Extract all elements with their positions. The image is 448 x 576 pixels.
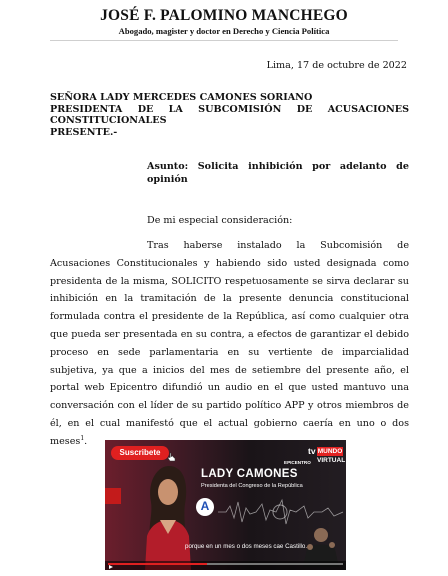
progress-fill (108, 563, 207, 565)
speaker-name: LADY CAMONES (201, 468, 298, 480)
letterhead-divider (50, 40, 398, 41)
channel-logo (305, 446, 345, 470)
channel-logo-virtual: VIRTUAL (317, 457, 346, 464)
addressee-title: PRESIDENTA DE LA SUBCOMISIÓN DE ACUSACIONES (50, 103, 409, 115)
speaker-role: Presidenta del Congreso de la República (201, 483, 303, 489)
subject-line: Asunto: Solicita inhibición por adelanto de opinión (147, 161, 409, 185)
source-tag: EPICENTRO (284, 460, 311, 465)
footnote-reference[interactable]: 1 (80, 434, 85, 442)
addressee-line-2 (50, 104, 409, 116)
addressee-line-3: CONSTITUCIONALES (50, 115, 167, 126)
video-controls (105, 561, 346, 570)
party-logo-letter: A (200, 499, 210, 513)
body-paragraph (50, 237, 409, 451)
letterhead-subtitle: Abogado, magister y doctor en Derecho y Ciencia Política (118, 26, 330, 36)
addressee-line-1: SEÑORA LADY MERCEDES CAMONES SORIANO (50, 92, 313, 103)
letterhead-name: JOSÉ F. PALOMINO MANCHEGO (100, 7, 348, 24)
play-icon[interactable] (109, 565, 113, 569)
red-band-decoration (105, 488, 121, 504)
channel-logo-mundo: MUNDO (317, 448, 343, 455)
embedded-video-screenshot[interactable] (105, 440, 346, 570)
cursor-hand-icon (167, 452, 177, 462)
body-paragraph-text: Tras haberse instalado la Subcomisión de Acusaciones Constitucionales y habiendo sido usted designada como presidenta de la misma, SOLICITO respetuosamente se sirva declarar su inhibición en la tramitación de la presente denuncia constitucional formulada contra el presidente de la República, así como cualquier otra que pueda ser presentada en su contra, a efectos de garantizar el debido proceso en sede parlamentaria en su vertiente de imparcialidad subjetiva, ya que a inicios del mes de setiembre del presente año, el portal web Epicentro difundió un audio en el que usted mantuvo una conversación con el líder de su partido político APP y otros miembros de él, en el cual manifestó que el actual gobierno caería en uno o dos meses (50, 240, 409, 447)
addressee-line-4: PRESENTE.- (50, 126, 118, 138)
video-caption: porque en un mes o dos meses cae Castillo. (185, 543, 308, 550)
channel-logo-tv: tv (308, 446, 316, 456)
greeting: De mi especial consideración: (147, 215, 293, 226)
body-paragraph-end: . (84, 435, 88, 447)
letter-date: Lima, 17 de octubre de 2022 (266, 60, 407, 71)
party-logo-icon (196, 498, 214, 516)
letter-body (50, 237, 409, 451)
speaker-photo (143, 462, 191, 570)
subscribe-button[interactable]: Suscribete (111, 446, 169, 460)
